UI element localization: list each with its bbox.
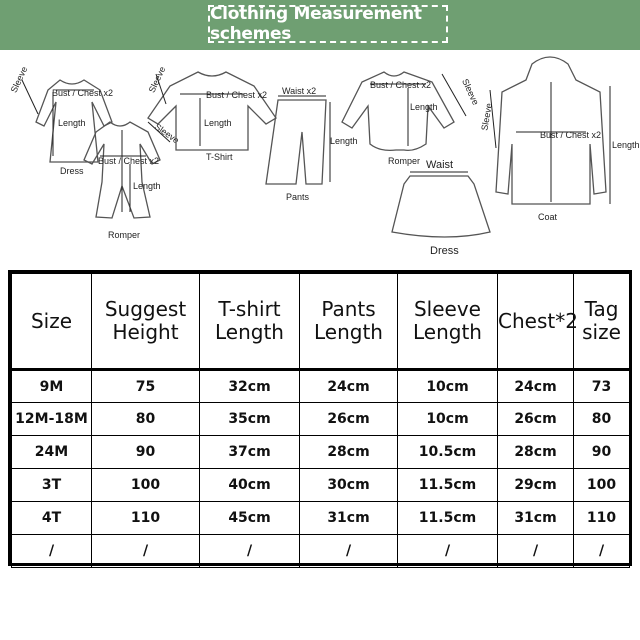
- cell-height: 75: [92, 370, 200, 403]
- cell-tag-size: 110: [574, 502, 630, 535]
- cell-height: 90: [92, 436, 200, 469]
- label-length-pants: Length: [330, 136, 358, 146]
- cell-tshirt-length: 40cm: [200, 469, 300, 502]
- pants-drawing: [266, 96, 330, 184]
- cell-size: 12M-18M: [12, 403, 92, 436]
- cell-pants-length: 26cm: [300, 403, 398, 436]
- table-header-row: [12, 274, 630, 370]
- cell-tshirt-length: 37cm: [200, 436, 300, 469]
- cell-pants-length: 30cm: [300, 469, 398, 502]
- label-romper-right: Romper: [388, 156, 421, 166]
- label-bust-coat: Bust / Chest x2: [540, 130, 602, 140]
- cell-pants-length: 28cm: [300, 436, 398, 469]
- cell-tshirt-length: /: [200, 535, 300, 568]
- label-length-coat: Length: [612, 140, 640, 150]
- label-length-dress: Length: [58, 118, 86, 128]
- cell-height: 100: [92, 469, 200, 502]
- size-chart-table: [11, 273, 630, 568]
- cell-tag-size: 100: [574, 469, 630, 502]
- cell-tshirt-length: 45cm: [200, 502, 300, 535]
- label-sleeve-coat: Sleeve: [479, 102, 494, 132]
- cell-height: 110: [92, 502, 200, 535]
- label-coat: Coat: [538, 212, 558, 222]
- cell-sleeve-length: 11.5cm: [398, 502, 498, 535]
- label-bust-bodysuit: Bust / Chest x2: [370, 80, 432, 90]
- cell-size: 3T: [12, 469, 92, 502]
- cell-size: 24M: [12, 436, 92, 469]
- label-bust-romper: Bust / Chest x2: [98, 156, 160, 166]
- header-pants-length: Pants Length: [300, 274, 398, 370]
- cell-chest: 31cm: [498, 502, 574, 535]
- cell-chest: 24cm: [498, 370, 574, 403]
- cell-size: /: [12, 535, 92, 568]
- label-bust-tshirt: Bust / Chest x2: [206, 90, 268, 100]
- cell-tag-size: 80: [574, 403, 630, 436]
- label-tshirt: T-Shirt: [206, 152, 233, 162]
- label-romper-left: Romper: [108, 230, 141, 240]
- table-row: [12, 403, 630, 436]
- table-row: [12, 370, 630, 403]
- label-waist-skirt: Waist: [426, 159, 454, 171]
- header-banner: [0, 0, 640, 50]
- label-bust-dress: Bust / Chest x2: [52, 88, 114, 98]
- label-pants: Pants: [286, 192, 310, 202]
- cell-tshirt-length: 35cm: [200, 403, 300, 436]
- diagram-svg: [0, 52, 640, 262]
- table-row: [12, 535, 630, 568]
- cell-chest: 28cm: [498, 436, 574, 469]
- measurement-diagrams: [0, 52, 640, 262]
- cell-height: 80: [92, 403, 200, 436]
- label-length-romper: Length: [133, 181, 161, 191]
- cell-pants-length: /: [300, 535, 398, 568]
- label-dress-skirt: Dress: [430, 245, 459, 257]
- cell-tag-size: /: [574, 535, 630, 568]
- cell-chest: /: [498, 535, 574, 568]
- header-tag-size: Tag size: [574, 274, 630, 370]
- label-length-bodysuit: Length: [410, 102, 438, 112]
- table-row: [12, 469, 630, 502]
- table-row: [12, 502, 630, 535]
- header-chest: Chest*2: [498, 274, 574, 370]
- label-dress: Dress: [60, 166, 84, 176]
- cell-size: 4T: [12, 502, 92, 535]
- label-length-tshirt: Length: [204, 118, 232, 128]
- header-sleeve-length: Sleeve Length: [398, 274, 498, 370]
- cell-sleeve-length: /: [398, 535, 498, 568]
- label-sleeve-romper: Sleeve: [152, 121, 182, 146]
- cell-sleeve-length: 10cm: [398, 403, 498, 436]
- cell-tag-size: 90: [574, 436, 630, 469]
- label-sleeve-tshirt: Sleeve: [146, 64, 168, 95]
- cell-height: /: [92, 535, 200, 568]
- cell-sleeve-length: 10cm: [398, 370, 498, 403]
- header-suggest-height: Suggest Height: [92, 274, 200, 370]
- cell-sleeve-length: 10.5cm: [398, 436, 498, 469]
- cell-tshirt-length: 32cm: [200, 370, 300, 403]
- label-sleeve-bodysuit: Sleeve: [460, 77, 481, 107]
- cell-sleeve-length: 11.5cm: [398, 469, 498, 502]
- table-row: [12, 436, 630, 469]
- cell-chest: 29cm: [498, 469, 574, 502]
- header-size: Size: [12, 274, 92, 370]
- cell-tag-size: 73: [574, 370, 630, 403]
- label-waist-pants: Waist x2: [282, 86, 317, 96]
- page-title: Clothing Measurement schemes: [208, 5, 448, 43]
- header-tshirt-length: T-shirt Length: [200, 274, 300, 370]
- skirt-drawing: [392, 172, 490, 237]
- romper-drawing: [84, 122, 170, 218]
- label-sleeve-dress: Sleeve: [8, 64, 30, 95]
- cell-pants-length: 24cm: [300, 370, 398, 403]
- size-table: [8, 270, 632, 566]
- cell-chest: 26cm: [498, 403, 574, 436]
- cell-pants-length: 31cm: [300, 502, 398, 535]
- cell-size: 9M: [12, 370, 92, 403]
